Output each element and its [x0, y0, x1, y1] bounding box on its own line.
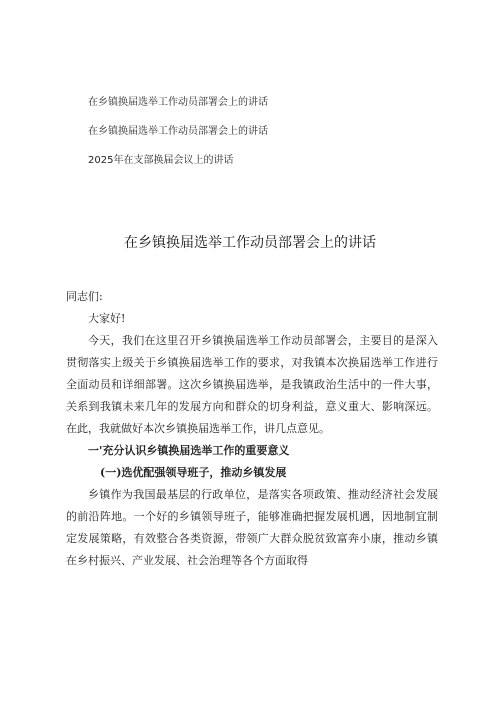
subsection-heading: (一)选优配强领导班子，推动乡镇发展: [100, 466, 287, 479]
document-title: 在乡镇换届选举工作动员部署会上的讲话: [124, 235, 376, 251]
greeting: 大家好!: [88, 312, 126, 325]
intro-paragraph: 今天，我们在这里召开乡镇换届选举工作动员部署会，主要目的是深入贯彻落实上级关于乡镇换届选举工作的要求，对我镇本次换届选举工作进行全面动员和详细部署。这次乡镇换届选举，是我镇政治生活中的一件大事，关系到我镇未来几年的发展方向和群众的切身利益，意义重大、影响深远。在此，我就做好本次乡镇换届选举工作，讲几点意见。: [66, 334, 438, 435]
toc-item[interactable]: 在乡镇换届选举工作动员部署会上的讲话: [88, 126, 268, 137]
salutation: 同志们:: [66, 290, 103, 303]
toc-item[interactable]: 2025年在支部换届会议上的讲话: [88, 155, 234, 166]
section-heading: 一'充分认识乡镇换届选举工作的重要意义: [88, 444, 290, 457]
table-of-contents: [88, 96, 448, 183]
toc-item[interactable]: 在乡镇换届选举工作动员部署会上的讲话: [88, 97, 268, 108]
document-body: [66, 286, 438, 572]
body-paragraph: 乡镇作为我国最基层的行政单位，是落实各项政策、推动经济社会发展的前沿阵地。一个好的乡镇领导班子，能够准确把握发展机遇，因地制宜制定发展策略，有效整合各类资源，带领广大群众脱贫致富奔小康，推动乡镇在乡村振兴、产业发展、社会治理等各个方面取得: [66, 488, 438, 567]
